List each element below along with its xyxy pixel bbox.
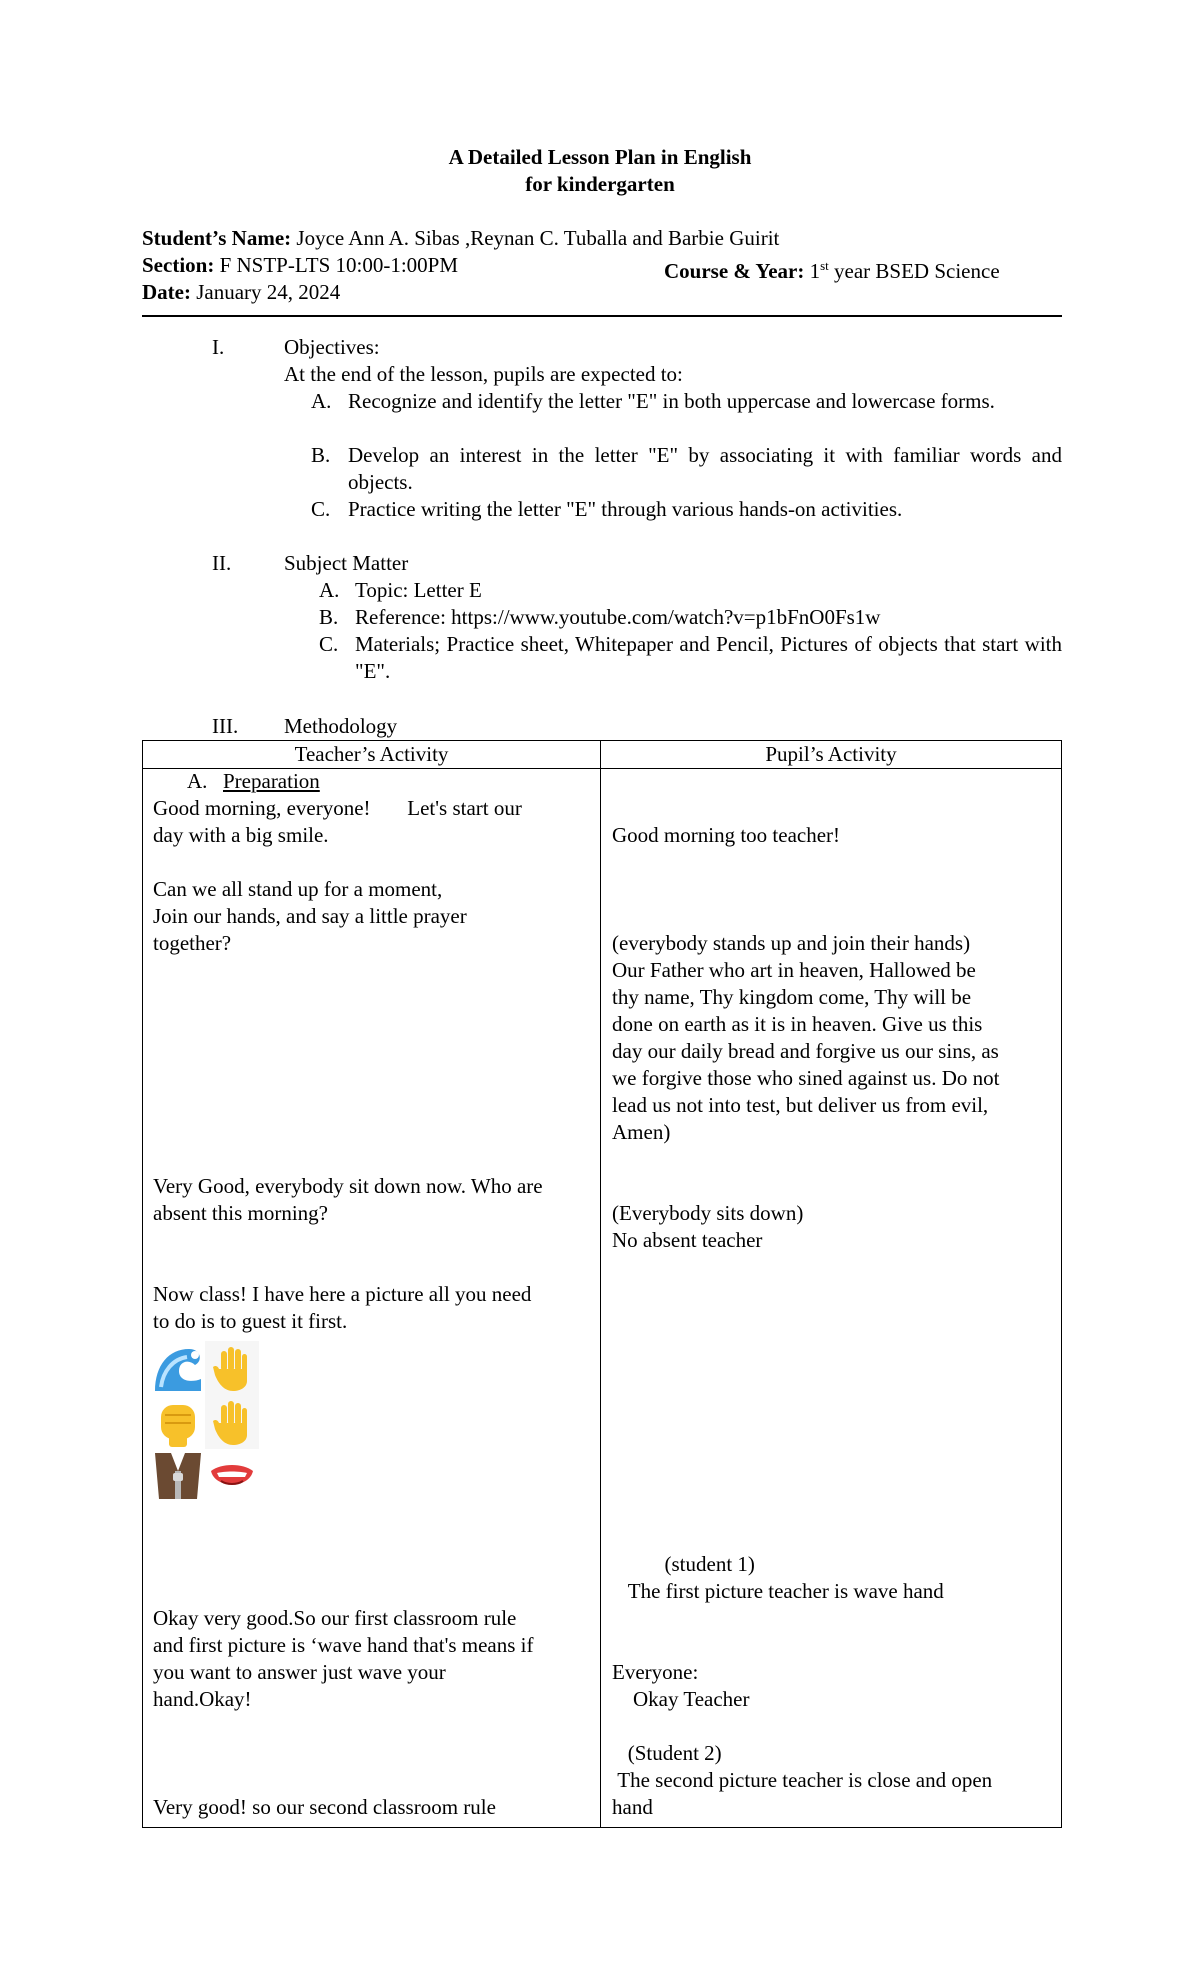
teacher-sit-down: Very Good, everybody sit down now. Who are absent this morning? xyxy=(153,1174,543,1225)
subject-reference: Reference: https://www.youtube.com/watch?v=p1bFnO0Fs1w xyxy=(355,605,881,629)
methodology-heading: Methodology xyxy=(284,714,398,738)
date-value: January 24, 2024 xyxy=(196,280,341,304)
methodology-number: III. xyxy=(212,714,239,738)
section-label: Section: xyxy=(142,253,215,277)
objectives-intro: At the end of the lesson, pupils are expected to: xyxy=(284,362,683,386)
raised-hand-icon xyxy=(205,1395,259,1449)
subject-b-letter: B. xyxy=(319,605,339,629)
raised-hand-icon xyxy=(205,1341,259,1395)
student-name-value: Joyce Ann A. Sibas ,Reynan C. Tuballa and Barbie Guirit xyxy=(296,226,780,250)
teacher-second-rule: Very good! so our second classroom rule xyxy=(153,1795,496,1819)
teacher-column-header: Teacher’s Activity xyxy=(294,742,449,766)
pupil-student1-answer: (student 1) The first picture teacher is wave hand xyxy=(627,1552,944,1603)
subject-materials: Materials; Practice sheet, Whitepaper and Pencil, Pictures of objects that start with "E". xyxy=(355,632,1062,683)
objective-b-letter: B. xyxy=(311,443,331,467)
objective-c-letter: C. xyxy=(311,497,331,521)
preparation-label: Preparation xyxy=(223,769,320,793)
teacher-first-rule: Okay very good.So our first classroom rule and first picture is ‘wave hand that's means if you want to answer just wave your hand.Okay! xyxy=(153,1606,534,1711)
course-year-value: year BSED Science xyxy=(834,259,1000,283)
pupil-student2-answer: (Student 2) The second picture teacher is close and open hand xyxy=(612,1741,993,1819)
objective-c-text: Practice writing the letter "E" through various hands-on activities. xyxy=(348,497,903,521)
wave-icon xyxy=(151,1341,205,1395)
document-subtitle: for kindergarten xyxy=(525,172,675,196)
objective-a-text: Recognize and identify the letter "E" in both uppercase and lowercase forms. xyxy=(348,389,995,413)
pupil-prayer: (everybody stands up and join their hands) Our Father who art in heaven, Hallowed be thy name, Thy kingdom come, Thy will be done on earth as it is in heaven. Give us this day our daily bread and forgive us our sins, as we forgive those who sined against us. Do not lead us not into test, but deliver us from evil, Amen) xyxy=(612,931,1000,1144)
pupil-sit-response: (Everybody sits down) No absent teacher xyxy=(612,1201,804,1252)
header-divider xyxy=(142,315,1062,317)
course-year-label: Course & Year: xyxy=(664,259,805,283)
pupil-greeting: Good morning too teacher! xyxy=(612,823,841,847)
teacher-prayer-request: Can we all stand up for a moment, Join our hands, and say a little prayer together? xyxy=(153,877,467,955)
mouth-icon xyxy=(205,1449,259,1503)
teacher-greeting: Good morning, everyone! Let's start our day with a big smile. xyxy=(153,796,522,847)
activity-table xyxy=(142,740,1062,1828)
date-label: Date: xyxy=(142,280,191,304)
student-name-line xyxy=(142,225,779,252)
student-name-label: Student’s Name: xyxy=(142,226,292,250)
objective-b-text: Develop an interest in the letter "E" by associating it with familiar words and objects. xyxy=(348,443,1062,494)
objectives-number: I. xyxy=(212,335,225,359)
column-divider xyxy=(600,741,601,1827)
zipper-icon xyxy=(151,1449,205,1503)
subject-topic: Topic: Letter E xyxy=(355,578,482,602)
objective-a-letter: A. xyxy=(311,389,332,413)
subject-matter-heading: Subject Matter xyxy=(284,551,409,575)
objectives-heading: Objectives: xyxy=(284,335,380,359)
document-title: A Detailed Lesson Plan in English xyxy=(448,145,752,169)
raised-fist-icon xyxy=(151,1395,205,1449)
section-value: F NSTP-LTS 10:00-1:00PM xyxy=(219,253,459,277)
subject-c-letter: C. xyxy=(319,632,339,656)
subject-matter-number: II. xyxy=(212,551,232,575)
pupil-column-header: Pupil’s Activity xyxy=(765,742,897,766)
subject-a-letter: A. xyxy=(319,578,340,602)
pupil-everyone-response: Everyone: Okay Teacher xyxy=(612,1660,750,1711)
date-line xyxy=(142,279,340,306)
course-year-line xyxy=(664,252,1000,285)
course-year-suffix: st xyxy=(820,258,829,273)
section-line xyxy=(142,252,458,279)
preparation-letter: A. xyxy=(187,769,208,793)
course-year-number: 1 xyxy=(809,259,821,283)
teacher-picture-intro: Now class! I have here a picture all you need to do is to guest it first. xyxy=(153,1282,532,1333)
